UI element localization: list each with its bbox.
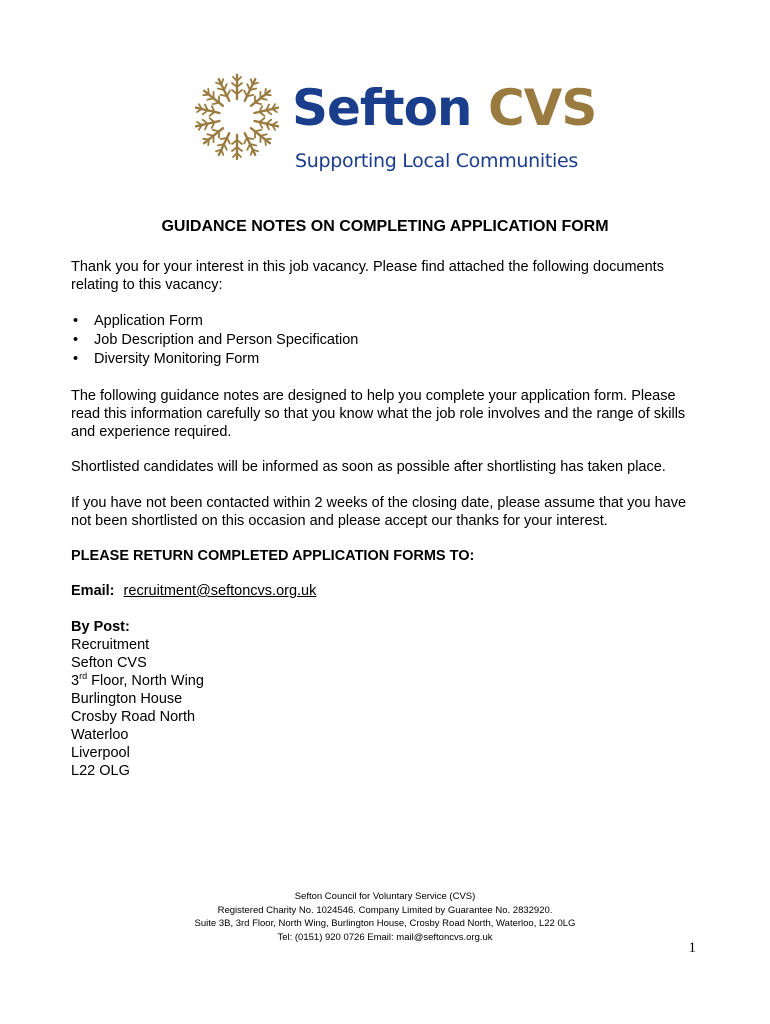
sunburst-ray bbox=[195, 103, 221, 118]
page-number: 1 bbox=[688, 940, 696, 956]
floor-number: 3 bbox=[71, 673, 80, 689]
page-title: GUIDANCE NOTES ON COMPLETING APPLICATION FORM bbox=[161, 218, 609, 235]
email-label: Email: bbox=[71, 583, 115, 599]
address-line: Waterloo bbox=[71, 727, 129, 743]
page-footer bbox=[0, 890, 770, 944]
documents-list bbox=[71, 312, 358, 369]
list-item: • Job Description and Person Specification bbox=[71, 331, 358, 350]
address-line: Sefton CVS bbox=[71, 655, 147, 671]
sunburst-ray bbox=[232, 135, 242, 159]
address-line: Liverpool bbox=[71, 745, 130, 761]
address-line: Recruitment bbox=[71, 637, 150, 653]
contact-paragraph: If you have not been contacted within 2 weeks of the closing date, please assume that you have not been shortlisted on this occasion and please accept our thanks for your interest. bbox=[71, 495, 687, 529]
intro-paragraph: Thank you for your interest in this job vacancy. Please find attached the following documents relating to this vacancy: bbox=[71, 259, 664, 293]
footer-line: Sefton Council for Voluntary Service (CVS) bbox=[294, 891, 476, 902]
footer-line: Tel: (0151) 920 0726 Email: mail@seftoncvs.org.uk bbox=[277, 931, 493, 943]
floor-text: Floor, North Wing bbox=[87, 673, 204, 689]
sunburst-ray bbox=[214, 131, 233, 157]
guidance-paragraph: The following guidance notes are designed to help you complete your application form. Please read this information carefully so that you know what the job role involves and the range of skills and experience required. bbox=[71, 388, 686, 440]
address-line-floor bbox=[71, 672, 204, 690]
sunburst-ray bbox=[195, 116, 221, 131]
logo-tagline: Supporting Local Communities bbox=[295, 150, 579, 172]
address-line: Crosby Road North bbox=[71, 709, 196, 725]
list-item: • Application Form bbox=[71, 312, 358, 331]
sunburst-logo-icon bbox=[192, 72, 282, 162]
sunburst-ray bbox=[253, 103, 279, 118]
return-heading: PLEASE RETURN COMPLETED APPLICATION FORMS TO: bbox=[71, 548, 475, 564]
email-row bbox=[71, 583, 316, 599]
email-link[interactable]: recruitment@seftoncvs.org.uk bbox=[123, 583, 317, 599]
post-label: By Post: bbox=[71, 619, 130, 635]
sunburst-ray bbox=[240, 77, 259, 103]
sunburst-ray bbox=[253, 116, 279, 131]
list-item: • Diversity Monitoring Form bbox=[71, 350, 358, 369]
sefton-cvs-logo bbox=[192, 70, 597, 180]
address-line: L22 OLG bbox=[71, 763, 130, 779]
logo-wordmark bbox=[292, 78, 596, 138]
sunburst-ray bbox=[214, 77, 233, 103]
sunburst-ray bbox=[240, 131, 259, 157]
logo-word-sefton: Sefton bbox=[292, 79, 472, 137]
address-line: Burlington House bbox=[71, 691, 183, 707]
postal-address bbox=[71, 618, 204, 780]
shortlist-paragraph: Shortlisted candidates will be informed as soon as possible after shortlisting has taken place. bbox=[71, 459, 666, 475]
footer-line: Suite 3B, 3rd Floor, North Wing, Burlington House, Crosby Road North, Waterloo, L22 0LG bbox=[194, 918, 576, 929]
sunburst-ray bbox=[232, 75, 242, 99]
footer-line: Registered Charity No. 1024546. Company Limited by Guarantee No. 2832920. bbox=[217, 904, 553, 916]
logo-word-cvs: CVS bbox=[487, 79, 597, 137]
floor-ordinal: rd bbox=[79, 671, 88, 681]
